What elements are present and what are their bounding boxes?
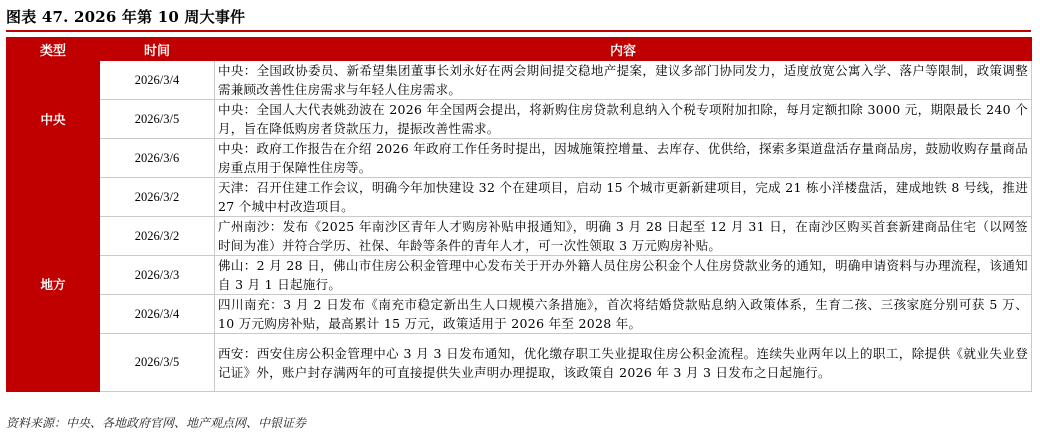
- row-content: 中央：全国政协委员、新希望集团董事长刘永好在两会期间提交稳地产提案，建议多部门协同发力，适度放宽公寓入学、落户等限制，政策调整需兼顾改善性住房需求与年轻人住房需求。: [215, 61, 1032, 100]
- row-content: 天津：召开住建工作会议，明确今年加快建设 32 个在建项目，启动 15 个城市更新新建项目，完成 21 栋小洋楼盘活，建成地铁 8 号线，推进 27 个城中村改造项目。: [215, 178, 1032, 217]
- table-row: [7, 100, 1032, 139]
- header-content: 内容: [215, 38, 1032, 61]
- row-content: 中央：全国人大代表姚劲波在 2026 年全国两会提出，将新购住房贷款利息纳入个税专项附加扣除，每月定额扣除 3000 元，期限最长 240 个月，旨在降低购房者贷款压力，提振改善性需求。: [215, 100, 1032, 139]
- header-time: 时间: [100, 38, 215, 61]
- table-row: [7, 217, 1032, 256]
- group-local: 地方: [7, 178, 100, 392]
- row-content: 中央：政府工作报告在介绍 2026 年政府工作任务时提出，因城施策控增量、去库存、优供给，探索多渠道盘活存量商品房，鼓励收购存量商品房重点用于保障性住房等。: [215, 139, 1032, 178]
- group-central: 中央: [7, 61, 100, 178]
- row-date: 2026/3/4: [100, 61, 215, 100]
- row-date: 2026/3/2: [100, 178, 215, 217]
- source-note: 资料来源：中央、各地政府官网、地产观点网、中银证券: [6, 416, 307, 430]
- row-content: 佛山：2 月 28 日，佛山市住房公积金管理中心发布关于开办外籍人员住房公积金个人住房贷款业务的通知，明确申请资料与办理流程，该通知自 3 月 1 日起施行。: [215, 256, 1032, 295]
- figure-title: 图表 47. 2026 年第 10 周大事件: [6, 8, 246, 26]
- header-type: 类型: [7, 38, 100, 61]
- title-divider: [6, 30, 1031, 32]
- row-content: 四川南充：3 月 2 日发布《南充市稳定新出生人口规模六条措施》，首次将结婚贷款贴息纳入政策体系，生育二孩、三孩家庭分别可获 5 万、10 万元购房补贴，最高累计 15 万元，政策适用于 2026 年至 2028 年。: [215, 295, 1032, 334]
- row-date: 2026/3/2: [100, 217, 215, 256]
- table-row: [7, 61, 1032, 100]
- table-row: [7, 295, 1032, 334]
- table-header-row: [7, 38, 1032, 61]
- row-content: 广州南沙：发布《2025 年南沙区青年人才购房补贴申报通知》，明确 3 月 28 日起至 12 月 31 日，在南沙区购买首套新建商品住宅（以网签时间为准）并符合学历、社保、年龄等条件的青年人才，可一次性领取 3 万元购房补贴。: [215, 217, 1032, 256]
- table-row: [7, 178, 1032, 217]
- row-date: 2026/3/3: [100, 256, 215, 295]
- table-row: [7, 256, 1032, 295]
- weekly-events-table: [6, 37, 1032, 392]
- table-row: [7, 334, 1032, 392]
- row-date: 2026/3/5: [100, 100, 215, 139]
- row-date: 2026/3/6: [100, 139, 215, 178]
- row-date: 2026/3/4: [100, 295, 215, 334]
- table-row: [7, 139, 1032, 178]
- row-content: 西安：西安住房公积金管理中心 3 月 3 日发布通知，优化缴存职工失业提取住房公积金流程。连续失业两年以上的职工，除提供《就业失业登记证》外，账户封存满两年的可直接提供失业声明办理提取，该政策自 2026 年 3 月 3 日发布之日起施行。: [215, 334, 1032, 392]
- row-date: 2026/3/5: [100, 334, 215, 392]
